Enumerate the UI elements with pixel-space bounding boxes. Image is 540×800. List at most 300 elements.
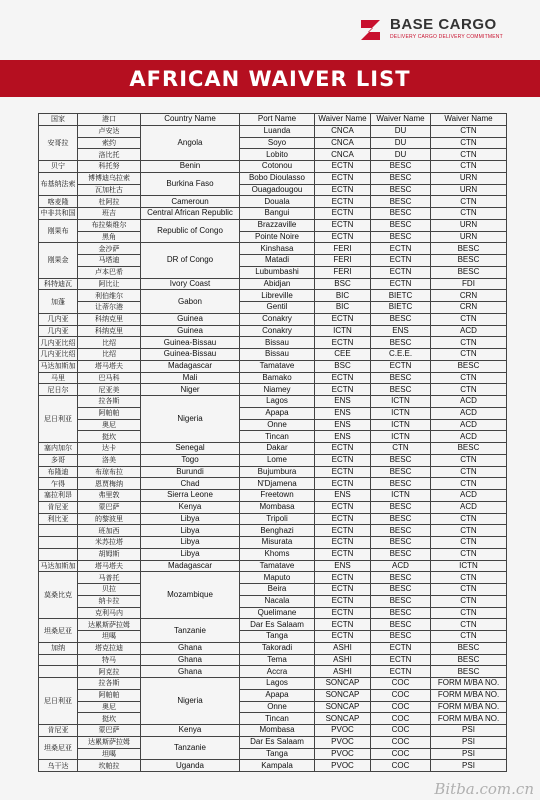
port-cn-cell: 卢本巴希 (78, 266, 141, 278)
port-cn-cell: 阿克拉 (78, 666, 141, 678)
country-name-cell: Guinea-Bissau (141, 349, 240, 361)
waiver-cell: BESC (371, 548, 431, 560)
waiver-cell: ECTN (315, 584, 371, 596)
port-name-cell: Kinshasa (240, 243, 315, 255)
table-row (39, 760, 507, 772)
waiver-cell: BESC (371, 184, 431, 196)
port-name-cell: Bissau (240, 349, 315, 361)
port-cn-cell: 黑角 (78, 231, 141, 243)
waiver-cell: BESC (371, 631, 431, 643)
port-cn-cell: 布琼布拉 (78, 466, 141, 478)
waiver-cell: COC (371, 678, 431, 690)
waiver-cell: BESC (371, 219, 431, 231)
port-cn-cell: 索约 (78, 137, 141, 149)
table-row (39, 172, 507, 184)
table-row (39, 137, 507, 149)
waiver-cell: DU (371, 149, 431, 161)
header-waiver-2: Waiver Name (371, 114, 431, 126)
waiver-cell: PVOC (315, 760, 371, 772)
waiver-cell: PSI (431, 760, 507, 772)
waiver-cell: SONCAP (315, 713, 371, 725)
country-name-cell: Tanzanie (141, 619, 240, 643)
port-cn-cell: 布拉柴维尔 (78, 219, 141, 231)
port-cn-cell: 尼亚美 (78, 384, 141, 396)
port-name-cell: Niamey (240, 384, 315, 396)
waiver-cell: ASHI (315, 642, 371, 654)
port-cn-cell: 拉各斯 (78, 396, 141, 408)
country-name-cell: Kenya (141, 501, 240, 513)
port-cn-cell: 坎帕拉 (78, 760, 141, 772)
table-row (39, 584, 507, 596)
waiver-cell: BESC (431, 443, 507, 455)
port-name-cell: Benghazi (240, 525, 315, 537)
port-cn-cell: 纳卡拉 (78, 595, 141, 607)
port-cn-cell: 坦噶 (78, 748, 141, 760)
waiver-cell: PSI (431, 748, 507, 760)
port-cn-cell: 阿帕帕 (78, 407, 141, 419)
table-row (39, 725, 507, 737)
table-row (39, 501, 507, 513)
country-cn-cell (39, 525, 78, 537)
country-name-cell: Mozambique (141, 572, 240, 619)
port-name-cell: Conakry (240, 325, 315, 337)
country-cn-cell (39, 548, 78, 560)
table-header-row (39, 114, 507, 126)
brand-tagline: DELIVERY CARGO DELIVERY COMMITMENT (390, 34, 503, 40)
country-name-cell: Benin (141, 161, 240, 173)
port-name-cell: Kampala (240, 760, 315, 772)
port-cn-cell: 坦噶 (78, 631, 141, 643)
country-name-cell: Sierra Leone (141, 490, 240, 502)
waiver-cell: CTN (431, 125, 507, 137)
table-row (39, 184, 507, 196)
country-cn-cell: 几内亚比绍 (40, 338, 76, 347)
waiver-cell: BESC (371, 513, 431, 525)
table-row (39, 360, 507, 372)
waiver-cell: BIC (315, 302, 371, 314)
waiver-cell: CTN (431, 572, 507, 584)
country-name-cell: Republic of Congo (141, 219, 240, 243)
waiver-cell: BESC (371, 607, 431, 619)
waiver-cell: ENS (315, 560, 371, 572)
port-cn-cell: 比绍 (78, 349, 141, 361)
country-name-cell: Angola (141, 125, 240, 160)
country-name-cell: Libya (141, 537, 240, 549)
port-name-cell: Apapa (240, 407, 315, 419)
waiver-cell: COC (371, 701, 431, 713)
country-cn-cell: 几内亚 (39, 325, 78, 337)
waiver-cell: SONCAP (315, 678, 371, 690)
port-cn-cell: 卢安达 (78, 125, 141, 137)
port-cn-cell: 恩贾梅纳 (78, 478, 141, 490)
header-waiver-1: Waiver Name (315, 114, 371, 126)
port-name-cell: Tanga (240, 748, 315, 760)
waiver-cell: BESC (431, 243, 507, 255)
waiver-cell: FERI (315, 255, 371, 267)
waiver-cell: ECTN (315, 537, 371, 549)
table-body (39, 125, 507, 771)
port-name-cell: Accra (240, 666, 315, 678)
table-row (39, 642, 507, 654)
port-name-cell: Tripoli (240, 513, 315, 525)
waiver-cell: COC (371, 760, 431, 772)
waiver-cell: ICTN (371, 431, 431, 443)
table-row (39, 748, 507, 760)
waiver-cell: CNCA (315, 125, 371, 137)
table-row (39, 278, 507, 290)
waiver-cell: BESC (431, 642, 507, 654)
country-cn-cell: 中非共和国 (40, 209, 76, 218)
table-row (39, 266, 507, 278)
port-cn-cell: 特马 (78, 654, 141, 666)
waiver-cell: CRN (431, 302, 507, 314)
waiver-cell: CTN (431, 313, 507, 325)
waiver-cell: CTN (431, 454, 507, 466)
country-name-cell: Madagascar (141, 560, 240, 572)
waiver-cell: CTN (431, 372, 507, 384)
port-cn-cell: 奥尼 (78, 419, 141, 431)
country-cn-cell: 尼日利亚 (39, 678, 78, 725)
waiver-cell: ASHI (315, 666, 371, 678)
waiver-cell: ECTN (371, 666, 431, 678)
port-name-cell: Maputo (240, 572, 315, 584)
waiver-cell: COC (371, 736, 431, 748)
country-cn-cell: 乍得 (39, 478, 78, 490)
port-name-cell: Bangui (240, 208, 315, 220)
country-name-cell: Nigeria (141, 396, 240, 443)
waiver-cell: CTN (431, 631, 507, 643)
country-name-cell: DR of Congo (141, 243, 240, 278)
waiver-cell: ECTN (315, 372, 371, 384)
waiver-cell: ICTN (371, 396, 431, 408)
port-cn-cell: 阿比让 (78, 278, 141, 290)
waiver-cell: ECTN (315, 161, 371, 173)
waiver-cell: BESC (371, 313, 431, 325)
port-cn-cell: 塔克拉迪 (78, 642, 141, 654)
port-cn-cell: 巴马科 (78, 372, 141, 384)
table-row (39, 313, 507, 325)
country-name-cell: Uganda (141, 760, 240, 772)
waiver-cell: BESC (371, 584, 431, 596)
port-name-cell: Misurata (240, 537, 315, 549)
table-row (39, 713, 507, 725)
port-name-cell: Lobito (240, 149, 315, 161)
waiver-cell: ICTN (371, 407, 431, 419)
waiver-cell: COC (371, 748, 431, 760)
waiver-cell: BESC (371, 595, 431, 607)
port-cn-cell: 的黎波里 (78, 513, 141, 525)
table-row (39, 219, 507, 231)
table-row (39, 537, 507, 549)
port-cn-cell: 胡姆斯 (78, 548, 141, 560)
waiver-cell: ECTN (315, 172, 371, 184)
waiver-cell: ECTN (315, 631, 371, 643)
header-port-cn: 港口 (78, 114, 141, 126)
waiver-cell: BESC (371, 161, 431, 173)
waiver-cell: ECTN (315, 619, 371, 631)
country-name-cell: Libya (141, 513, 240, 525)
waiver-cell: ACD (431, 501, 507, 513)
table-row (39, 431, 507, 443)
table-row (39, 466, 507, 478)
waiver-cell: BESC (371, 501, 431, 513)
table-row (39, 407, 507, 419)
waiver-cell: ECTN (315, 184, 371, 196)
country-cn-cell: 布基纳法索 (39, 172, 78, 196)
waiver-cell: ECTN (315, 525, 371, 537)
country-name-cell: Gabon (141, 290, 240, 314)
waiver-cell: ENS (315, 407, 371, 419)
country-cn-cell: 塞内加尔 (39, 443, 78, 455)
waiver-cell: BESC (371, 537, 431, 549)
table-row (39, 607, 507, 619)
waiver-cell: BESC (371, 525, 431, 537)
port-name-cell: Abidjan (240, 278, 315, 290)
port-cn-cell: 蒙巴萨 (78, 501, 141, 513)
waiver-cell: PVOC (315, 748, 371, 760)
port-name-cell: Nacala (240, 595, 315, 607)
waiver-cell: FORM M/BA NO. (431, 713, 507, 725)
waiver-cell: CRN (431, 290, 507, 302)
title-banner (0, 60, 540, 97)
table-row (39, 384, 507, 396)
port-name-cell: Libreville (240, 290, 315, 302)
waiver-cell: CTN (431, 337, 507, 349)
waiver-cell: ACD (431, 431, 507, 443)
country-name-cell: Madagascar (141, 360, 240, 372)
port-name-cell: Takoradi (240, 642, 315, 654)
header-country-name: Country Name (141, 114, 240, 126)
port-cn-cell: 科纳克里 (78, 313, 141, 325)
waiver-cell: ECTN (315, 196, 371, 208)
base-cargo-logo-icon (358, 16, 386, 44)
waiver-cell: ACD (431, 419, 507, 431)
header-waiver-3: Waiver Name (431, 114, 507, 126)
table-row (39, 595, 507, 607)
port-name-cell: Lubumbashi (240, 266, 315, 278)
country-cn-cell: 喀麦隆 (39, 196, 78, 208)
waiver-cell: CTN (431, 384, 507, 396)
country-name-cell: Ghana (141, 654, 240, 666)
port-name-cell: Soyo (240, 137, 315, 149)
waiver-cell: COC (371, 689, 431, 701)
country-cn-cell (39, 666, 78, 678)
waiver-cell: FORM M/BA NO. (431, 689, 507, 701)
waiver-cell: FERI (315, 243, 371, 255)
port-name-cell: Bobo Dioulasso (240, 172, 315, 184)
waiver-cell: ACD (431, 396, 507, 408)
waiver-cell: BESC (371, 454, 431, 466)
table-row (39, 208, 507, 220)
waiver-cell: ECTN (315, 337, 371, 349)
port-name-cell: Brazzaville (240, 219, 315, 231)
waiver-table (38, 113, 507, 772)
waiver-cell: ECTN (315, 478, 371, 490)
table-row (39, 572, 507, 584)
port-name-cell: Dar Es Salaam (240, 619, 315, 631)
country-cn-cell: 刚果布 (39, 219, 78, 243)
country-cn-cell: 马里 (39, 372, 78, 384)
waiver-cell: BESC (371, 196, 431, 208)
waiver-cell: CTN (431, 349, 507, 361)
country-cn-cell: 马达加斯加 (40, 362, 76, 371)
port-cn-cell: 克利马内 (78, 607, 141, 619)
waiver-cell: BESC (371, 231, 431, 243)
port-cn-cell: 蒙巴萨 (78, 725, 141, 737)
waiver-cell: BESC (371, 572, 431, 584)
port-cn-cell: 达卡 (78, 443, 141, 455)
waiver-cell: ACD (431, 407, 507, 419)
table-row (39, 525, 507, 537)
country-name-cell: Burkina Faso (141, 172, 240, 196)
table-row (39, 255, 507, 267)
country-cn-cell: 马达加斯加 (40, 561, 76, 570)
waiver-cell: ECTN (315, 231, 371, 243)
port-cn-cell: 班吉 (78, 208, 141, 220)
port-cn-cell: 科托努 (78, 161, 141, 173)
port-cn-cell: 金沙萨 (78, 243, 141, 255)
port-name-cell: Luanda (240, 125, 315, 137)
port-name-cell: Mombasa (240, 501, 315, 513)
port-cn-cell: 马普托 (78, 572, 141, 584)
country-cn-cell: 几内亚比绍 (40, 350, 76, 359)
waiver-cell: CTN (431, 196, 507, 208)
port-name-cell: Tincan (240, 713, 315, 725)
table-row (39, 701, 507, 713)
waiver-cell: BSC (315, 360, 371, 372)
country-name-cell: Guinea-Bissau (141, 337, 240, 349)
country-name-cell: Senegal (141, 443, 240, 455)
port-name-cell: N'Djamena (240, 478, 315, 490)
port-cn-cell: 奥尼 (78, 701, 141, 713)
port-cn-cell: 杜阿拉 (78, 196, 141, 208)
table-row (39, 619, 507, 631)
waiver-cell: BESC (431, 654, 507, 666)
waiver-cell: ECTN (315, 219, 371, 231)
port-cn-cell: 挺坎 (78, 713, 141, 725)
country-name-cell: Cameroun (141, 196, 240, 208)
waiver-cell: ICTN (371, 490, 431, 502)
waiver-cell: CNCA (315, 137, 371, 149)
port-name-cell: Beira (240, 584, 315, 596)
table-row (39, 478, 507, 490)
waiver-cell: ENS (315, 431, 371, 443)
waiver-cell: FORM M/BA NO. (431, 678, 507, 690)
waiver-cell: SONCAP (315, 689, 371, 701)
waiver-cell: BIC (315, 290, 371, 302)
waiver-cell: CTN (431, 208, 507, 220)
port-cn-cell: 达累斯萨拉姆 (78, 619, 141, 631)
waiver-cell: ACD (431, 325, 507, 337)
waiver-cell: ECTN (315, 208, 371, 220)
port-cn-cell: 利伯维尔 (78, 290, 141, 302)
waiver-cell: ICTN (315, 325, 371, 337)
country-cn-cell (39, 537, 78, 549)
port-name-cell: Pointe Noire (240, 231, 315, 243)
port-name-cell: Onne (240, 419, 315, 431)
waiver-cell: PVOC (315, 736, 371, 748)
table-row (39, 243, 507, 255)
header-country-cn: 国家 (39, 114, 78, 126)
country-cn-cell: 加蓬 (39, 290, 78, 314)
waiver-cell: FERI (315, 266, 371, 278)
waiver-cell: ECTN (371, 266, 431, 278)
waiver-cell: CEE (315, 349, 371, 361)
waiver-cell: BESC (371, 384, 431, 396)
waiver-cell: CTN (431, 595, 507, 607)
port-name-cell: Freetown (240, 490, 315, 502)
port-cn-cell: 比绍 (78, 337, 141, 349)
country-cn-cell: 乌干达 (39, 760, 78, 772)
country-name-cell: Niger (141, 384, 240, 396)
table-row (39, 443, 507, 455)
waiver-cell: CTN (431, 137, 507, 149)
waiver-cell: ICTN (431, 560, 507, 572)
waiver-cell: CTN (431, 584, 507, 596)
table-row (39, 290, 507, 302)
waiver-cell: ECTN (315, 443, 371, 455)
table-row (39, 337, 507, 349)
port-cn-cell: 挺坎 (78, 431, 141, 443)
country-cn-cell (39, 654, 78, 666)
country-cn-cell: 肯尼亚 (39, 501, 78, 513)
waiver-cell: CTN (431, 607, 507, 619)
waiver-cell: ECTN (371, 654, 431, 666)
country-cn-cell: 布隆迪 (39, 466, 78, 478)
waiver-cell: COC (371, 725, 431, 737)
waiver-cell: ECTN (315, 572, 371, 584)
port-name-cell: Tamatave (240, 560, 315, 572)
waiver-cell: URN (431, 219, 507, 231)
port-name-cell: Cotonou (240, 161, 315, 173)
waiver-cell: CTN (371, 443, 431, 455)
waiver-cell: PSI (431, 725, 507, 737)
waiver-cell: COC (371, 713, 431, 725)
port-cn-cell: 塔马塔夫 (78, 560, 141, 572)
waiver-cell: BESC (371, 208, 431, 220)
country-name-cell: Nigeria (141, 678, 240, 725)
table-row (39, 513, 507, 525)
country-name-cell: Kenya (141, 725, 240, 737)
waiver-cell: PVOC (315, 725, 371, 737)
country-cn-cell: 莫桑比克 (39, 572, 78, 619)
country-cn-cell: 肯尼亚 (39, 725, 78, 737)
table-row (39, 454, 507, 466)
waiver-cell: ACD (431, 490, 507, 502)
port-name-cell: Gentil (240, 302, 315, 314)
waiver-cell: BESC (371, 478, 431, 490)
port-name-cell: Dakar (240, 443, 315, 455)
port-name-cell: Dar Es Salaam (240, 736, 315, 748)
country-name-cell: Guinea (141, 325, 240, 337)
table-row (39, 396, 507, 408)
port-cn-cell: 拉各斯 (78, 678, 141, 690)
waiver-cell: ECTN (315, 607, 371, 619)
waiver-cell: BIETC (371, 290, 431, 302)
table-row (39, 654, 507, 666)
port-cn-cell: 米苏拉塔 (78, 537, 141, 549)
waiver-cell: ECTN (315, 313, 371, 325)
table-row (39, 372, 507, 384)
port-name-cell: Matadi (240, 255, 315, 267)
header-port-name: Port Name (240, 114, 315, 126)
table-row (39, 689, 507, 701)
table-row (39, 736, 507, 748)
table-row (39, 125, 507, 137)
waiver-cell: CNCA (315, 149, 371, 161)
waiver-cell: URN (431, 172, 507, 184)
country-cn-cell: 尼日利亚 (39, 396, 78, 443)
